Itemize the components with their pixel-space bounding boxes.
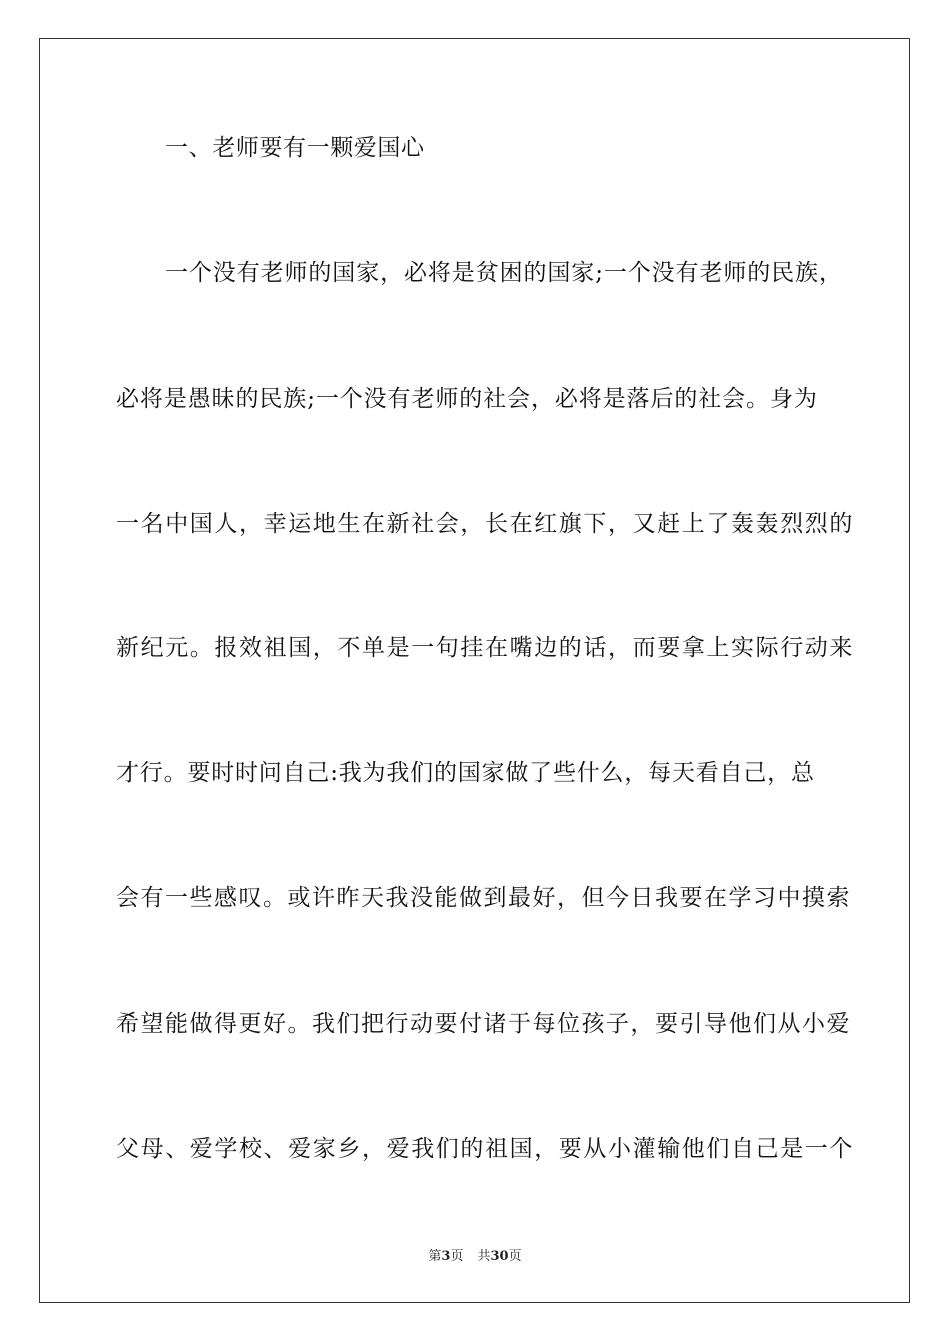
total-pages-suffix: 页 bbox=[508, 1249, 522, 1264]
page-footer bbox=[0, 1248, 950, 1266]
page-border bbox=[39, 38, 910, 1303]
section-heading: 一、老师要有一颗爱国心 bbox=[165, 135, 425, 161]
body-line-5: 才行。要时时问自己:我为我们的国家做了些什么，每天看自己，总 bbox=[116, 760, 815, 786]
total-pages-prefix: 共 bbox=[477, 1249, 491, 1264]
page-number-prefix: 第 bbox=[428, 1249, 442, 1264]
body-line-3: 一名中国人，幸运地生在新社会，长在红旗下，又赶上了轰轰烈烈的 bbox=[116, 511, 854, 537]
body-line-2: 必将是愚昧的民族;一个没有老师的社会，必将是落后的社会。身为 bbox=[116, 386, 818, 412]
page-number: 3 bbox=[441, 1249, 451, 1264]
body-line-1: 一个没有老师的国家，必将是贫困的国家;一个没有老师的民族， bbox=[165, 260, 843, 286]
body-line-4: 新纪元。报效祖国，不单是一句挂在嘴边的话，而要拿上实际行动来 bbox=[116, 635, 854, 661]
page-number-suffix: 页 bbox=[450, 1249, 464, 1264]
body-line-8: 父母、爱学校、爱家乡，爱我们的祖国，要从小灌输他们自己是一个 bbox=[116, 1136, 854, 1162]
total-pages: 30 bbox=[490, 1249, 509, 1264]
body-line-7: 希望能做得更好。我们把行动要付诸于每位孩子，要引导他们从小爱 bbox=[116, 1011, 851, 1037]
body-line-6: 会有一些感叹。或许昨天我没能做到最好，但今日我要在学习中摸索 bbox=[116, 885, 851, 911]
